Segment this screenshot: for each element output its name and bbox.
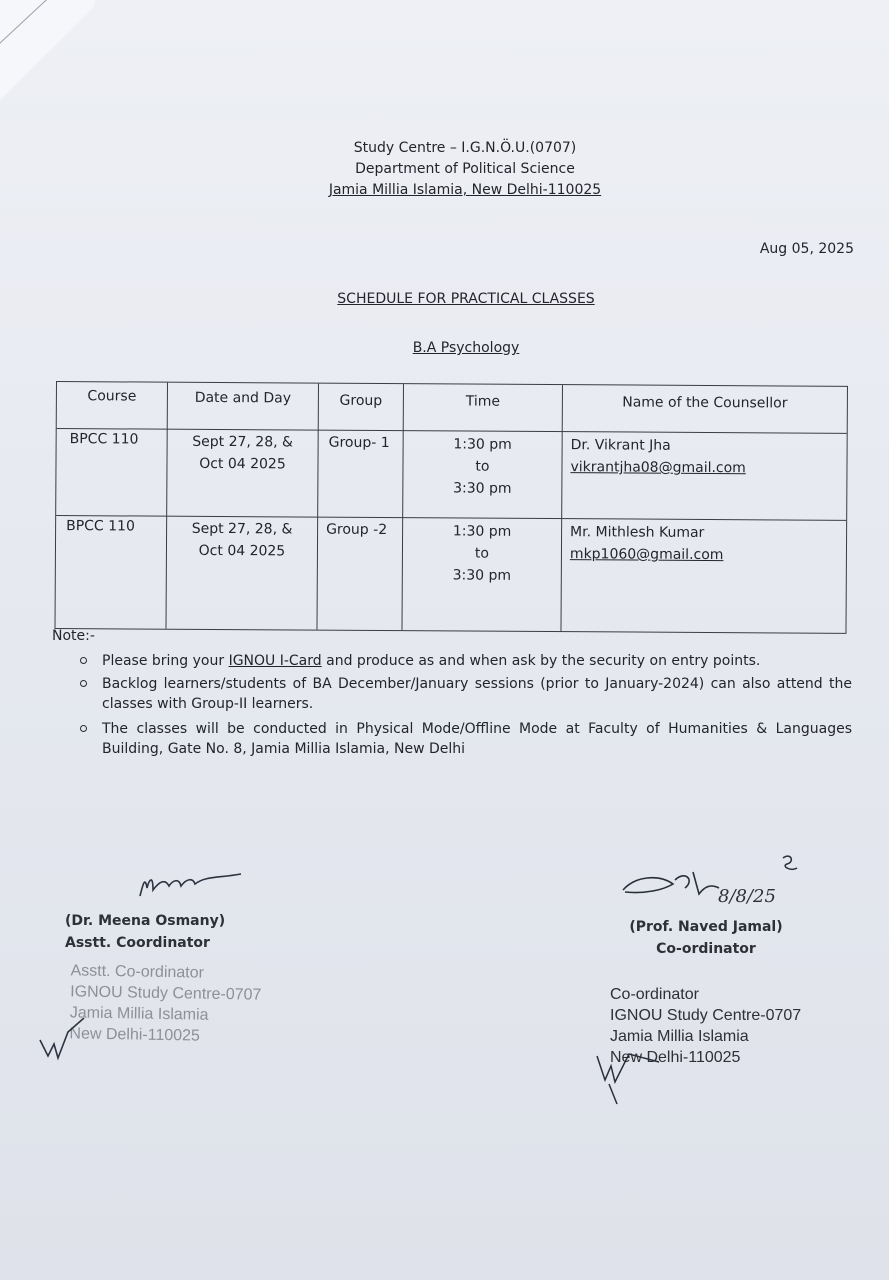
- left-stamp: [69, 960, 262, 1047]
- date-cell: [167, 518, 317, 563]
- note-text: Please bring your: [102, 653, 229, 669]
- column-header-group: Group: [339, 392, 383, 409]
- time-start: 1:30 pm: [452, 523, 512, 540]
- stamp-line: Jamia Millia Islamia: [610, 1028, 749, 1045]
- table-divider: [165, 383, 168, 629]
- table-divider: [316, 384, 319, 630]
- stamp-line: Co-ordinator: [610, 986, 699, 1003]
- right-signatory: [626, 916, 786, 960]
- group-cell: Group -2: [326, 521, 388, 539]
- address-line: Jamia Millia Islamia, New Delhi-110025: [328, 182, 602, 198]
- notes-label: Note:-: [52, 628, 95, 644]
- stamp-line: IGNOU Study Centre-0707: [70, 983, 262, 1004]
- date-line: Sept 27, 28, &: [191, 520, 293, 538]
- bullet-icon: [80, 657, 87, 664]
- course-cell: BPCC 110: [66, 518, 135, 535]
- time-to: to: [474, 545, 490, 562]
- group-cell: Group- 1: [328, 434, 390, 452]
- date-line: Oct 04 2025: [198, 542, 286, 560]
- signatory-title: Co-ordinator: [656, 941, 756, 957]
- table-divider: [560, 385, 563, 631]
- stamp-line: New Delhi-110025: [69, 1025, 201, 1045]
- counsellor-name: Mr. Mithlesh Kumar: [570, 524, 705, 541]
- programme-title: B.A Psychology: [412, 340, 520, 356]
- note-item: [102, 719, 852, 759]
- column-header-counsellor: Name of the Counsellor: [622, 394, 788, 412]
- icard-highlight: IGNOU I-Card: [228, 653, 322, 669]
- signature-date: 8/8/25: [718, 886, 776, 907]
- counsellor-email-link[interactable]: mkp1060@gmail.com: [569, 546, 724, 564]
- time-cell: [403, 520, 561, 587]
- time-end: 3:30 pm: [453, 480, 512, 497]
- note-text: Backlog learners/students of BA December/January sessions (prior to January-2024) can also attend the classes with Group-II learners.: [102, 676, 852, 712]
- column-header-time: Time: [465, 393, 501, 410]
- stamp-initial-left: [38, 1012, 88, 1062]
- page-fold: [0, 0, 95, 110]
- counsellor-email-link[interactable]: vikrantjha08@gmail.com: [570, 459, 746, 477]
- time-start: 1:30 pm: [453, 436, 512, 453]
- time-cell: [403, 433, 561, 500]
- counsellor-cell: [570, 521, 724, 566]
- stamp-initial-right: [595, 1040, 665, 1110]
- document-date: Aug 05, 2025: [759, 241, 854, 257]
- stamp-line: Asstt. Co-ordinator: [70, 962, 205, 982]
- handwritten-signature-right: [615, 850, 825, 920]
- course-cell: BPCC 110: [69, 431, 139, 448]
- note-text: and produce as and when ask by the security on entry points.: [321, 653, 761, 669]
- date-line: Oct 04 2025: [199, 455, 286, 473]
- notes-section: [52, 626, 852, 757]
- signatory-title: Asstt. Coordinator: [65, 935, 210, 951]
- department-line: Department of Political Science: [355, 161, 575, 177]
- counsellor-name: Dr. Vikrant Jha: [570, 437, 671, 454]
- stamp-line: Jamia Millia Islamia: [69, 1004, 209, 1024]
- left-signatory: [65, 910, 225, 954]
- date-line: Sept 27, 28, &: [192, 433, 294, 451]
- column-header-course: Course: [87, 388, 137, 405]
- time-to: to: [475, 458, 490, 475]
- letterhead: [300, 138, 630, 201]
- schedule-table: [54, 381, 848, 634]
- stamp-line: New Delhi-110025: [610, 1049, 741, 1066]
- study-centre-line: Study Centre – I.G.N.Ö.U.(0707): [353, 140, 577, 156]
- counsellor-cell: [570, 434, 746, 479]
- note-item: [102, 674, 852, 714]
- note-item: [102, 651, 852, 671]
- handwritten-signature-left: [135, 868, 245, 902]
- column-header-date: Date and Day: [194, 389, 292, 407]
- table-divider: [401, 384, 404, 630]
- signatory-name: (Dr. Meena Osmany): [65, 913, 226, 929]
- time-end: 3:30 pm: [452, 567, 512, 584]
- bullet-icon: [80, 680, 87, 687]
- signatory-name: (Prof. Naved Jamal): [629, 919, 783, 935]
- note-text: The classes will be conducted in Physical Mode/Offline Mode at Faculty of Humanities & Languages Building, Gate No. 8, Jamia Millia Islamia, New Delhi: [102, 721, 852, 757]
- schedule-title: SCHEDULE FOR PRACTICAL CLASSES: [337, 291, 595, 307]
- stamp-line: IGNOU Study Centre-0707: [610, 1007, 802, 1024]
- date-cell: [167, 431, 317, 476]
- bullet-icon: [80, 725, 87, 732]
